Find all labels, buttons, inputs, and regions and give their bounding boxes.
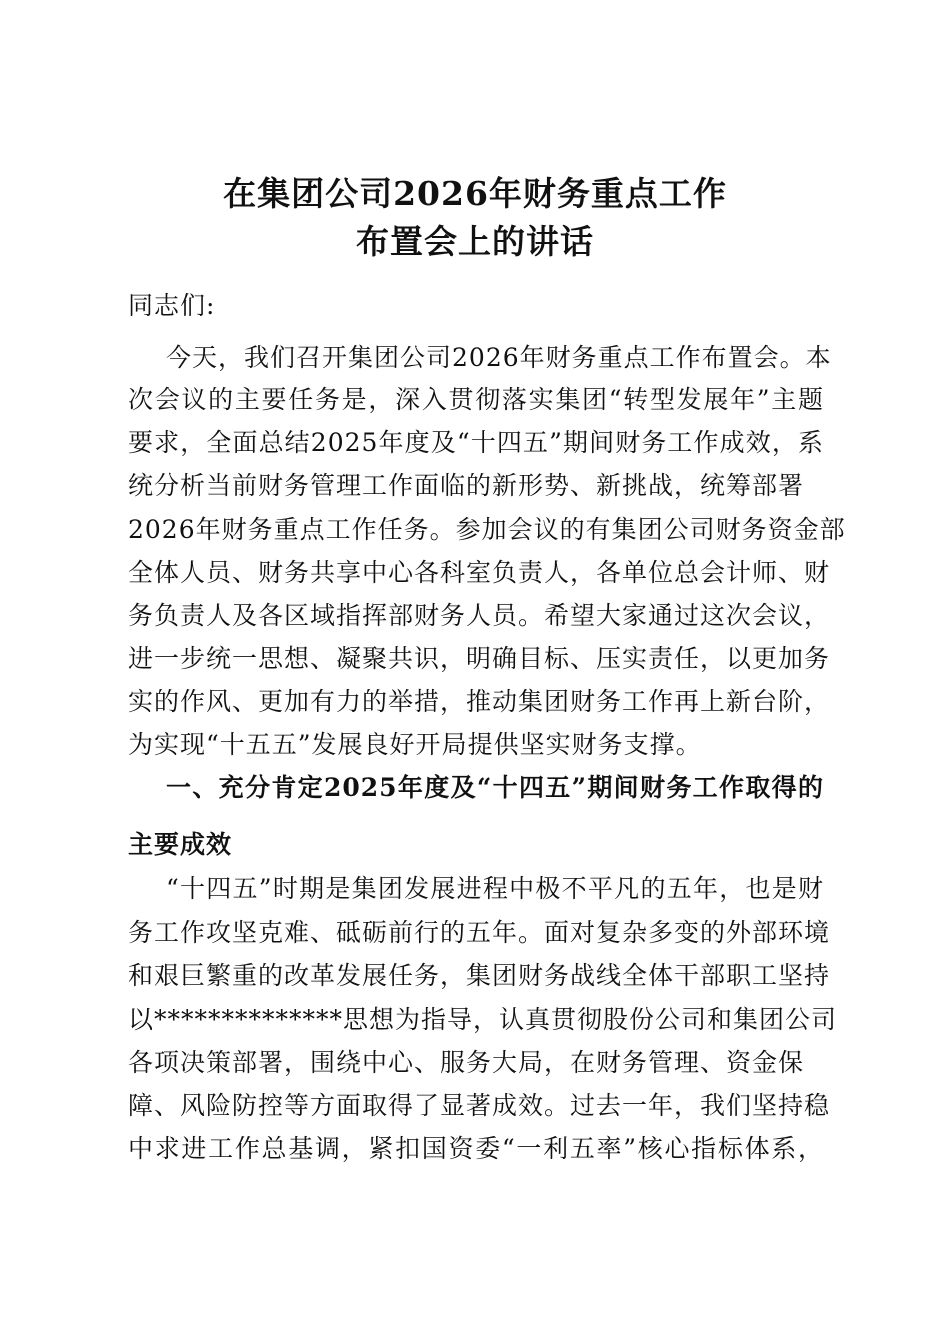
paragraph-line: 中求进工作总基调，紧扣国资委“一利五率”核心指标体系， (128, 1134, 824, 1163)
paragraph-line: 次会议的主要任务是，深入贯彻落实集团“转型发展年”主题 (128, 385, 824, 414)
document-title-line-2: 布置会上的讲话 (356, 222, 594, 261)
paragraph-line: “十四五”时期是集团发展进程中极不平凡的五年，也是财 (166, 874, 824, 903)
paragraph-line: 实的作风、更加有力的举措，推动集团财务工作再上新台阶， (128, 687, 831, 716)
paragraph-line: 要求，全面总结2025年度及“十四五”期间财务工作成效，系 (128, 428, 824, 457)
paragraph-line: 务工作攻坚克难、砥砺前行的五年。面对复杂多变的外部环境 (128, 918, 831, 947)
paragraph-line: 障、风险防控等方面取得了显著成效。过去一年，我们坚持稳 (128, 1091, 831, 1120)
paragraph-line: 今天，我们召开集团公司2026年财务重点工作布置会。本 (166, 343, 832, 372)
paragraph-line: 进一步统一思想、凝聚共识，明确目标、压实责任，以更加务 (128, 644, 831, 673)
paragraph-line: 和艰巨繁重的改革发展任务，集团财务战线全体干部职工坚持 (128, 961, 831, 990)
salutation: 同志们: (128, 291, 216, 320)
paragraph-line: 以**************思想为指导，认真贯彻股份公司和集团公司 (128, 1005, 838, 1034)
paragraph-line: 全体人员、财务共享中心各科室负责人，各单位总会计师、财 (128, 558, 831, 587)
paragraph-line: 2026年财务重点工作任务。参加会议的有集团公司财务资金部 (128, 515, 846, 544)
paragraph-line: 各项决策部署，围绕中心、服务大局，在财务管理、资金保 (128, 1048, 805, 1077)
paragraph-line: 务负责人及各区域指挥部财务人员。希望大家通过这次会议， (128, 601, 831, 630)
paragraph-line: 为实现“十五五”发展良好开局提供坚实财务支撑。 (128, 730, 702, 759)
document-title-line-1: 在集团公司2026年财务重点工作 (223, 174, 727, 213)
heading-line: 一、充分肯定2025年度及“十四五”期间财务工作取得的 (166, 773, 824, 802)
paragraph-line: 统分析当前财务管理工作面临的新形势、新挑战，统筹部署 (128, 471, 805, 500)
heading-line: 主要成效 (128, 830, 233, 859)
